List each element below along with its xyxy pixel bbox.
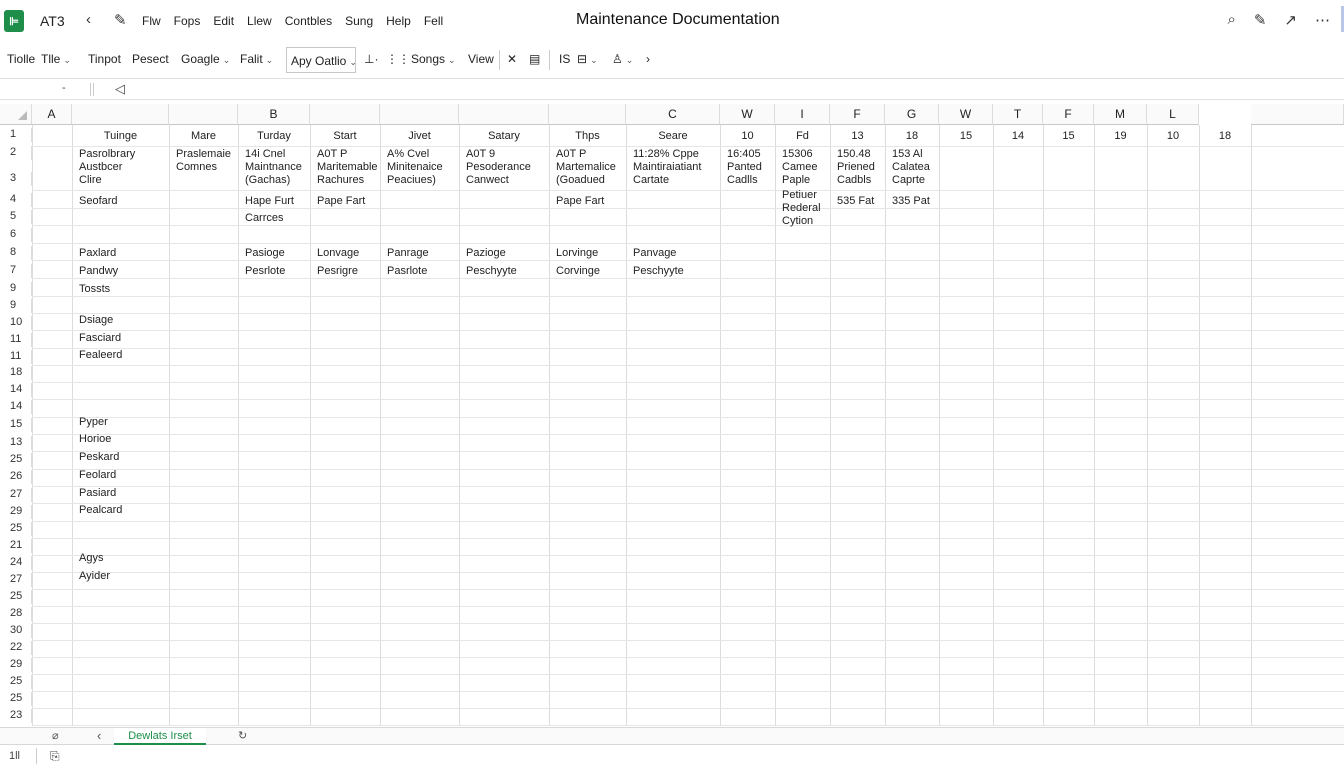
title-bar — [0, 0, 1344, 42]
toolbar-item-goagle-label: Goagle — [181, 52, 220, 66]
row-header[interactable]: 29 — [0, 658, 32, 672]
column-header-filler — [1251, 104, 1344, 125]
row-gridline — [32, 674, 1344, 675]
column-gridline — [939, 125, 940, 726]
column-gridline — [830, 125, 831, 726]
cell[interactable]: 15 — [959, 130, 973, 142]
row-header[interactable]: 8 — [0, 246, 32, 260]
row-header[interactable]: 24 — [0, 556, 32, 570]
toolbar-item-goagle[interactable] — [181, 52, 230, 66]
cell[interactable]: 13 — [851, 130, 864, 142]
toolbar-item-tiolle[interactable]: Tiolle — [7, 52, 36, 66]
cell[interactable]: 14 — [1011, 130, 1025, 142]
cell[interactable]: Pesrlote — [245, 265, 286, 277]
menu-item-fops[interactable]: Fops — [173, 14, 201, 28]
chevron-down-icon: ⌄ — [448, 55, 456, 65]
row-gridline — [32, 225, 1344, 226]
toolbar-item-falit[interactable] — [240, 52, 273, 66]
toolbar-item-falit-label: Falit — [240, 52, 263, 66]
borders-icon[interactable]: ⋮⋮ — [386, 52, 410, 66]
cell[interactable]: 18 — [1218, 130, 1232, 142]
cell[interactable]: Pazioge — [466, 247, 506, 259]
cell[interactable]: 19 — [1114, 130, 1127, 142]
row-gridline — [32, 657, 1344, 658]
cell[interactable]: A% Cvel Minitenaice Peaciues) — [387, 148, 443, 186]
row-header[interactable]: 7 — [0, 264, 32, 278]
column-gridline — [72, 125, 73, 726]
cell[interactable]: Pasrlote — [387, 265, 428, 277]
cell[interactable]: Petiuer Rederal Cytion — [782, 189, 821, 227]
underline-icon[interactable]: ⊥· — [364, 52, 379, 66]
column-header[interactable]: C — [626, 104, 720, 125]
row-header[interactable]: 26 — [0, 470, 32, 484]
cell[interactable]: Pasioge — [245, 247, 285, 259]
chevron-down-icon: ⌄ — [625, 55, 634, 65]
column-header[interactable] — [72, 104, 169, 125]
toolbar-divider — [549, 50, 550, 70]
column-header[interactable] — [169, 104, 238, 125]
cell[interactable]: Feolard — [79, 469, 117, 481]
row-header[interactable]: 25 — [0, 675, 32, 689]
cell[interactable]: Dsiage — [79, 314, 114, 326]
toolbar-item-songs-label: Songs — [411, 52, 446, 66]
column-gridline — [238, 125, 239, 726]
column-gridline — [169, 125, 170, 726]
row-header[interactable]: 25 — [0, 522, 32, 536]
sheet-tab-active[interactable]: Dewlats Irset — [114, 728, 206, 745]
menu-bar — [142, 14, 456, 28]
cell[interactable]: Pealcard — [79, 504, 123, 516]
row-header[interactable]: 23 — [0, 709, 32, 723]
document-title: Maintenance Documentation — [576, 11, 780, 28]
row-header[interactable]: 25 — [0, 590, 32, 604]
column-header[interactable] — [549, 104, 626, 125]
row-gridline — [32, 572, 1344, 573]
toolbar-divider — [499, 50, 500, 70]
column-gridline — [626, 125, 627, 726]
cell[interactable]: Lorvinge — [556, 247, 599, 259]
cell[interactable]: Pape Fart — [317, 195, 366, 207]
column-gridline — [32, 125, 33, 726]
column-header[interactable] — [310, 104, 380, 125]
row-gridline — [32, 623, 1344, 624]
row-gridline — [32, 365, 1344, 366]
cell[interactable]: 535 Fat — [837, 195, 875, 207]
cell[interactable]: Seofard — [79, 195, 118, 207]
cell[interactable]: Pyper — [79, 416, 108, 428]
toolbar-item-pesect[interactable]: Pesect — [132, 52, 169, 66]
cell[interactable]: Tossts — [79, 283, 111, 295]
cell[interactable]: Peskard — [79, 451, 120, 463]
column-gridline — [1043, 125, 1044, 726]
cell[interactable]: Horioe — [79, 433, 112, 445]
toolbar-item-tlle-label: Tlle — [41, 52, 61, 66]
font-select[interactable] — [286, 47, 356, 73]
column-gridline — [1147, 125, 1148, 726]
toolbar — [0, 44, 1344, 76]
add-sheet-icon[interactable]: ↻ — [238, 730, 248, 742]
menu-item-llew[interactable]: Llew — [247, 14, 272, 28]
row-gridline — [32, 606, 1344, 607]
column-gridline — [775, 125, 776, 726]
cell[interactable]: 15306 Camee Paple — [782, 148, 818, 186]
row-header[interactable]: 29 — [0, 505, 32, 519]
link-icon[interactable]: ⌀ — [52, 730, 59, 742]
row-header[interactable]: 21 — [0, 539, 32, 553]
font-select-value: Apy Oatlio — [291, 54, 347, 68]
cell[interactable]: Satary — [488, 130, 520, 142]
chevron-down-icon: ⌄ — [63, 55, 71, 65]
row-gridline — [32, 451, 1344, 452]
column-header[interactable]: B — [238, 104, 310, 125]
row-gridline — [32, 278, 1344, 279]
row-gridline — [32, 382, 1344, 383]
status-divider — [36, 748, 37, 764]
search-icon[interactable]: ⌕ — [1227, 11, 1236, 28]
row-header[interactable]: 27 — [0, 573, 32, 587]
cell[interactable]: Jivet — [408, 130, 431, 142]
chevron-down-icon: ⌄ — [222, 55, 231, 65]
cell[interactable]: Thps — [575, 130, 600, 142]
row-header[interactable]: 15 — [0, 418, 32, 432]
menu-item-help[interactable]: Help — [386, 14, 411, 28]
row-gridline — [32, 348, 1344, 349]
chevron-right-icon[interactable]: › — [646, 52, 650, 66]
row-gridline — [32, 208, 1344, 209]
menu-item-fell[interactable]: Fell — [423, 14, 444, 28]
row-header[interactable]: 2 — [0, 146, 32, 160]
status-text: 1ll — [9, 750, 21, 762]
toolbar-item-tlle[interactable] — [41, 52, 71, 66]
cell[interactable]: Praslemaie Comnes — [176, 148, 232, 173]
cell[interactable]: 14i Cnel Maintnance (Gachas) — [245, 148, 302, 186]
column-header[interactable]: M — [1094, 104, 1147, 125]
row-gridline — [32, 296, 1344, 297]
row-header[interactable]: 3 — [0, 172, 32, 186]
row-header[interactable]: 13 — [0, 436, 32, 450]
cell[interactable]: Pape Fart — [556, 195, 605, 207]
row-header[interactable]: 6 — [0, 228, 32, 242]
column-gridline — [549, 125, 550, 726]
column-header[interactable]: L — [1147, 104, 1199, 125]
row-header[interactable]: 18 — [0, 366, 32, 380]
row-gridline — [32, 538, 1344, 539]
cell[interactable]: Pesrigre — [317, 265, 358, 277]
column-gridline — [459, 125, 460, 726]
cell[interactable]: 11:28% Cppe Maintiraiatiant Cartate — [633, 148, 702, 186]
row-gridline — [32, 640, 1344, 641]
row-gridline — [32, 521, 1344, 522]
column-header[interactable]: T — [993, 104, 1043, 125]
cell[interactable]: Corvinge — [556, 265, 601, 277]
column-gridline — [993, 125, 994, 726]
cell[interactable]: 150.48 Priened Cadbls — [837, 148, 875, 186]
cell[interactable]: Start — [333, 130, 357, 142]
toolbar-item-view[interactable]: View — [468, 52, 494, 66]
row-header[interactable]: 27 — [0, 488, 32, 502]
row-header[interactable]: 1 — [0, 128, 32, 142]
cell[interactable]: Peschyyte — [633, 265, 684, 277]
row-gridline — [32, 691, 1344, 692]
cell[interactable]: Hape Furt — [245, 195, 294, 207]
name-box[interactable]: AT3 — [40, 13, 65, 29]
user-icon[interactable]: ♙ ⌄ — [612, 52, 634, 66]
cell[interactable]: Fasciard — [79, 332, 122, 344]
cell[interactable]: Fd — [796, 130, 809, 142]
cell[interactable]: Pasiard — [79, 487, 117, 499]
row-header[interactable]: 25 — [0, 692, 32, 706]
prev-sheet-icon[interactable]: ‹ — [97, 728, 102, 743]
column-header[interactable]: F — [1043, 104, 1094, 125]
row-gridline — [32, 260, 1344, 261]
column-header[interactable] — [380, 104, 459, 125]
row-gridline — [32, 434, 1344, 435]
row-header[interactable]: 30 — [0, 624, 32, 638]
cell[interactable]: A0T P Martemalice (Goadued — [556, 148, 616, 186]
row-gridline — [32, 486, 1344, 487]
menu-item-sung[interactable]: Sung — [345, 14, 374, 28]
column-header[interactable] — [459, 104, 549, 125]
row-gridline — [32, 708, 1344, 709]
column-gridline — [310, 125, 311, 726]
row-header[interactable]: 14 — [0, 400, 32, 414]
cell[interactable]: Panvage — [633, 247, 677, 259]
clipboard-icon[interactable]: ⎘ — [50, 749, 60, 763]
row-gridline — [32, 469, 1344, 470]
row-header[interactable]: 22 — [0, 641, 32, 655]
cell[interactable]: Pandwy — [79, 265, 119, 277]
cell[interactable]: Agys — [79, 552, 104, 564]
select-all-corner[interactable] — [0, 104, 32, 125]
sheet-tab-bar — [0, 727, 1344, 745]
row-gridline — [32, 417, 1344, 418]
more-icon[interactable]: ⋯ — [1315, 12, 1330, 29]
column-header[interactable]: I — [775, 104, 830, 125]
row-gridline — [32, 146, 1344, 147]
spreadsheet-app-icon[interactable]: ⊫ — [4, 10, 24, 32]
toolbar-item-tinpot[interactable]: Tinpot — [88, 52, 121, 66]
name-box-dropdown-icon[interactable]: - — [62, 82, 66, 94]
cell[interactable]: 10 — [741, 130, 754, 142]
column-header[interactable]: W — [939, 104, 993, 125]
row-header[interactable]: 11 — [0, 350, 32, 364]
row-header[interactable]: 14 — [0, 383, 32, 397]
chevron-down-icon: ⌄ — [265, 55, 274, 65]
cell[interactable]: Turday — [257, 130, 291, 142]
formula-bar — [0, 78, 1344, 100]
cell[interactable]: A0T P Maritemable Rachures — [317, 148, 378, 186]
back-chevron-icon[interactable]: ‹ — [86, 11, 91, 28]
title-actions — [1227, 11, 1330, 29]
cell[interactable]: Panrage — [387, 247, 429, 259]
column-header[interactable]: F — [830, 104, 885, 125]
cell[interactable]: Pasrolbrary Austbcer Clire — [79, 148, 136, 186]
row-gridline — [32, 330, 1344, 331]
cell[interactable]: 16:405 Panted Cadlls — [727, 148, 762, 186]
share-icon[interactable]: ↗ — [1284, 12, 1297, 29]
font-size-value[interactable]: IS — [559, 52, 571, 66]
cell[interactable]: 153 Al Calatea Caprte — [892, 148, 930, 186]
chevron-down-icon: ⌄ — [590, 55, 598, 65]
column-gridline — [1199, 125, 1200, 726]
column-gridline — [1094, 125, 1095, 726]
cell[interactable]: Lonvage — [317, 247, 360, 259]
row-gridline — [32, 190, 1344, 191]
cell[interactable]: 15 — [1062, 130, 1075, 142]
pen-icon[interactable]: ✎ — [114, 12, 127, 29]
menu-item-contbles[interactable]: Contbles — [284, 14, 333, 28]
toolbar-item-songs[interactable] — [411, 52, 456, 66]
formula-divider — [90, 83, 94, 96]
cell[interactable]: Peschyyte — [466, 265, 517, 277]
cell[interactable]: 10 — [1166, 130, 1180, 142]
cell[interactable]: Seare — [658, 130, 688, 142]
row-gridline — [32, 313, 1344, 314]
cell[interactable]: Paxlard — [79, 247, 117, 259]
edit-pen-icon[interactable]: ✎ — [1253, 12, 1267, 29]
column-gridline — [1251, 125, 1252, 726]
row-header[interactable]: 25 — [0, 453, 32, 467]
row-gridline — [32, 555, 1344, 556]
document-icon[interactable]: ▤ — [529, 52, 541, 66]
cell[interactable]: Carrces — [245, 212, 284, 224]
row-header[interactable]: 28 — [0, 607, 32, 621]
cell[interactable]: Tuinge — [103, 130, 138, 142]
cell[interactable]: 335 Pat — [892, 195, 930, 207]
row-header[interactable]: 9 — [0, 299, 32, 313]
column-gridline — [380, 125, 381, 726]
cell[interactable]: A0T 9 Pesoderance Canwect — [466, 148, 531, 186]
chevron-down-icon: ⌄ — [349, 57, 357, 67]
cell[interactable]: Mare — [190, 130, 217, 142]
column-gridline — [885, 125, 886, 726]
column-header[interactable]: A — [32, 104, 72, 125]
column-header[interactable]: G — [885, 104, 939, 125]
menu-item-edit[interactable]: Edit — [213, 14, 235, 28]
collapse-icon[interactable]: ◁ — [115, 81, 125, 96]
row-header[interactable]: 5 — [0, 210, 32, 224]
row-header[interactable]: 9 — [0, 282, 32, 296]
cell[interactable]: Ayider — [79, 570, 110, 582]
row-gridline — [32, 503, 1344, 504]
cell[interactable]: Fealeerd — [79, 349, 123, 361]
row-gridline — [32, 725, 1344, 726]
row-gridline — [32, 243, 1344, 244]
row-gridline — [32, 399, 1344, 400]
column-gridline — [720, 125, 721, 726]
row-header[interactable]: 11 — [0, 333, 32, 347]
comment-icon[interactable]: ⊟ ⌄ — [577, 52, 598, 66]
close-icon[interactable]: ✕ — [507, 52, 518, 66]
menu-item-flw[interactable]: Flw — [142, 14, 161, 28]
row-header[interactable]: 10 — [0, 316, 32, 330]
cell[interactable]: 18 — [905, 130, 919, 142]
row-gridline — [32, 589, 1344, 590]
status-bar — [0, 746, 1344, 768]
row-header[interactable]: 4 — [0, 193, 32, 207]
column-header[interactable]: W — [720, 104, 775, 125]
